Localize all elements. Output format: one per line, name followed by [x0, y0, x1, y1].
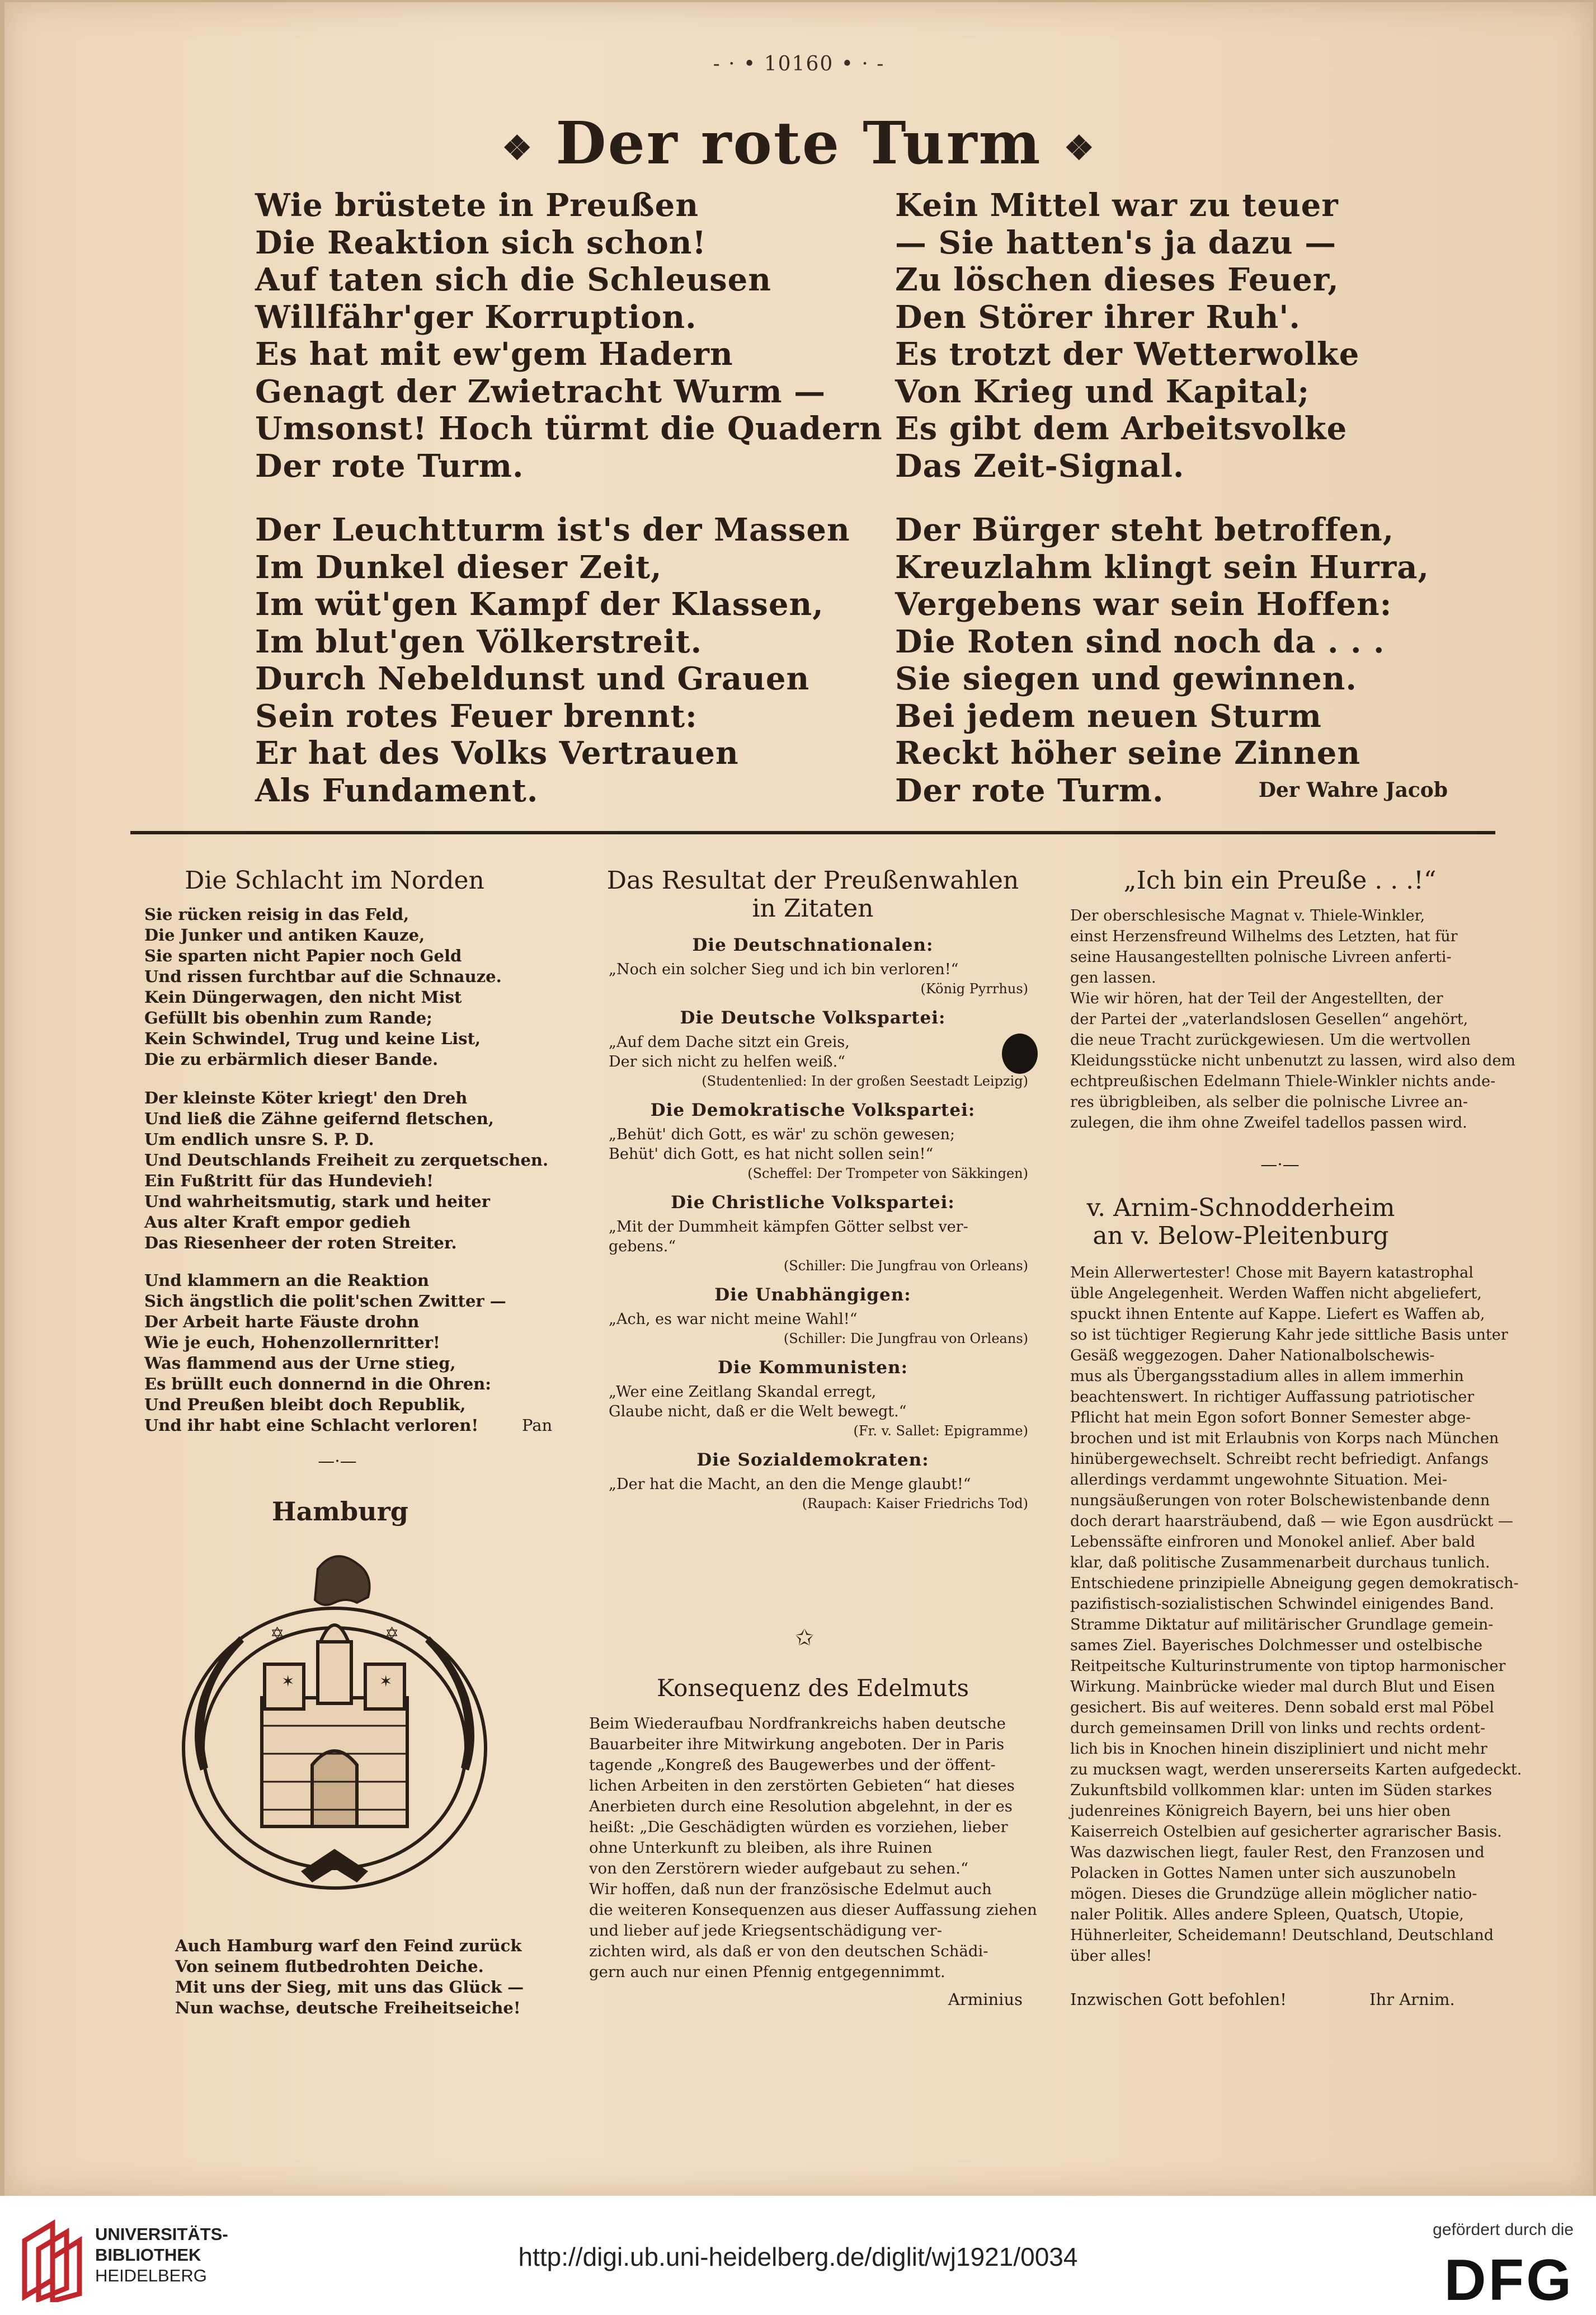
text-line: Der Bürger steht betroffen,	[895, 511, 1395, 548]
quote-section	[597, 1450, 1028, 1514]
text-line: Ein Fußtritt für das Hundevieh!	[144, 1171, 434, 1190]
text-line: Das Riesenheer der roten Streiter.	[144, 1233, 457, 1252]
text-line: Von Krieg und Kapital;	[895, 373, 1310, 410]
quote-source: (Schiller: Die Jungfrau von Orleans)	[783, 1331, 1028, 1346]
svg-text:✶: ✶	[379, 1672, 393, 1691]
quote-source: (Schiller: Die Jungfrau von Orleans)	[783, 1258, 1028, 1274]
text-line: Den Störer ihrer Ruh'.	[895, 298, 1301, 336]
text-line: sames Ziel. Bayerisches Dolchmesser und ostelbische	[1070, 1637, 1482, 1654]
quote-source: (Fr. v. Sallet: Epigramme)	[853, 1423, 1028, 1439]
text-line: res übrigbleiben, als selber die polnische Livree an-	[1070, 1093, 1468, 1111]
text-line: üble Angelegenheit. Werden Waffen nicht abgeliefert,	[1070, 1285, 1482, 1302]
text-line: Es gibt dem Arbeitsvolke	[895, 410, 1348, 447]
party-name: Die Christliche Volkspartei:	[671, 1192, 955, 1213]
text-line: Es brüllt euch donnernd in die Ohren:	[144, 1374, 491, 1393]
party-name: Die Sozialdemokraten:	[696, 1450, 929, 1470]
text-line: Beim Wiederaufbau Nordfrankreichs haben deutsche	[589, 1715, 1006, 1732]
text-line: — Sie hatten's ja dazu —	[895, 224, 1337, 261]
quote-line: gebens.“	[609, 1238, 676, 1255]
text-line: Kein Schwindel, Trug und keine List,	[144, 1029, 481, 1048]
text-line: Sein rotes Feuer brennt:	[255, 697, 698, 735]
text-line: Bei jedem neuen Sturm	[895, 697, 1322, 735]
text-line: Durch Nebeldunst und Grauen	[255, 660, 810, 697]
text-line: Hühnerleiter, Scheidemann! Deutschland, Deutschland	[1070, 1927, 1494, 1944]
party-name: Die Deutsche Volkspartei:	[680, 1008, 946, 1028]
text-line: lichen Arbeiten in den zerstörten Gebieten“ hat dieses	[589, 1777, 1015, 1795]
quote-section	[597, 1101, 1028, 1184]
quote-line: „Ach, es war nicht meine Wahl!“	[609, 1311, 858, 1328]
text-line: Was flammend aus der Urne stieg,	[144, 1354, 456, 1373]
library-line-1: UNIVERSITÄTS-	[95, 2224, 228, 2244]
text-line: zichten wird, als daß er von den deutschen Schädi-	[589, 1942, 988, 1960]
dfg-logo: DFG	[1444, 2248, 1574, 2313]
text-line: Und Deutschlands Freiheit zu zerquetschen.	[144, 1151, 549, 1170]
col1-heading: Die Schlacht im Norden	[185, 866, 484, 895]
text-line: Nun wachse, deutsche Freiheitseiche!	[175, 1998, 521, 2017]
poem-right-stanza-2	[895, 511, 1429, 809]
col1-stanza-3	[144, 1270, 569, 1436]
text-line: durch gemeinsamen Drill von links und rechts ordent-	[1070, 1720, 1486, 1737]
col3-heading: „Ich bin ein Preuße . . .!“	[1123, 866, 1437, 895]
text-line: Und ihr habt eine Schlacht verloren!	[144, 1416, 479, 1435]
text-line: Stramme Diktatur auf militärischer Grundlage gemein-	[1070, 1616, 1494, 1633]
page-number: - · • 10160 • · -	[713, 53, 885, 76]
hamburg-verse	[175, 1936, 567, 2018]
text-line: Wie brüstete in Preußen	[255, 187, 699, 224]
col1-author: Pan	[522, 1416, 553, 1435]
text-line: Kleidungsstücke nicht unbenutzt zu lassen, wird also dem	[1070, 1052, 1516, 1069]
text-line: pazifistisch-sozialistischen Schwindel einigendes Band.	[1070, 1595, 1494, 1613]
text-line: Und rissen furchtbar auf die Schnauze.	[144, 967, 502, 986]
text-line: Entschiedene prinzipielle Abneigung gegen demokratisch-	[1070, 1575, 1519, 1592]
text-line: Die Roten sind noch da . . .	[895, 623, 1385, 660]
text-line: an v. Below-Pleitenburg	[1093, 1222, 1389, 1250]
col3-body-1	[1070, 905, 1516, 1133]
text-line: Und wahrheitsmutig, stark und heiter	[144, 1192, 490, 1211]
poem-left-stanza-1	[255, 187, 883, 485]
star-icon: ✩	[795, 1625, 814, 1651]
text-line: judenreines Königreich Bayern, bei uns hier oben	[1070, 1802, 1451, 1820]
source-url-link[interactable]: http://digi.ub.uni-heidelberg.de/diglit/wj1921/0034	[518, 2242, 1078, 2271]
section-divider	[130, 831, 1495, 834]
text-line: v. Arnim-Schnodderheim	[1086, 1194, 1395, 1222]
party-name: Die Deutschnationalen:	[692, 935, 934, 955]
text-line: Sich ängstlich die polit'schen Zwitter —	[144, 1292, 506, 1311]
text-line: Polacken in Gottes Namen unter sich auszunobeln	[1070, 1865, 1456, 1882]
text-line: Im wüt'gen Kampf der Klassen,	[255, 586, 824, 623]
text-line: gern auch nur einen Pfennig entgegennimmt.	[589, 1963, 945, 1981]
text-line: Das Zeit-Signal.	[895, 447, 1185, 485]
quote-line: Behüt' dich Gott, es hat nicht sollen sein!“	[609, 1145, 934, 1163]
text-line: Auch Hamburg warf den Feind zurück	[175, 1936, 522, 1955]
quote-line: Der sich nicht zu helfen weiß.“	[609, 1053, 845, 1070]
quote-line: „Auf dem Dache sitzt ein Greis,	[609, 1034, 850, 1051]
col3-closing-right: Ihr Arnim.	[1369, 1990, 1455, 2009]
text-line: Mit uns der Sieg, mit uns das Glück —	[175, 1978, 524, 1997]
text-line: heißt: „Die Geschädigten würden es vorziehen, lieber	[589, 1818, 1008, 1836]
hamburg-heading: Hamburg	[272, 1496, 408, 1527]
text-line: Es hat mit ew'gem Hadern	[255, 336, 733, 373]
col2-heading	[581, 867, 1045, 923]
text-line: brochen und ist mit Erlaubnis von Korps nach München	[1070, 1430, 1499, 1447]
text-line: die neue Tracht zurückgewiesen. Um die wertvollen	[1070, 1031, 1471, 1049]
text-line: Reitpeitsche Kulturinstrumente von tiptop harmonischer	[1070, 1657, 1506, 1675]
text-line: Aus alter Kraft empor gedieh	[144, 1213, 411, 1232]
text-line: Was dazwischen liegt, fauler Rest, den Franzosen und	[1070, 1844, 1485, 1861]
text-line: Er hat des Volks Vertrauen	[255, 735, 739, 772]
text-line: allerdings verdammt ungewohnte Situation. Mei-	[1070, 1471, 1448, 1488]
ornament-left-icon: ❖	[502, 128, 534, 168]
text-line: Wie wir hören, hat der Teil der Angestellten, der	[1070, 990, 1443, 1007]
text-line: mögen. Dieses die Grundzüge allein möglicher natio-	[1070, 1885, 1477, 1903]
text-line: Die Junker und antiken Kauze,	[144, 926, 425, 945]
text-line: Es trotzt der Wetterwolke	[895, 336, 1360, 373]
text-line: Und Preußen bleibt doch Republik,	[144, 1395, 466, 1414]
quote-source: (Studentenlied: In der großen Seestadt Leipzig)	[702, 1073, 1028, 1089]
text-line: Wirkung. Mainbrücke wieder mal durch Blut und Eisen	[1070, 1678, 1495, 1696]
text-line: zulegen, die ihm ohne Zweifel tadellos passen wird.	[1070, 1114, 1467, 1131]
text-line: Mein Allerwertester! Chose mit Bayern katastrophal	[1070, 1264, 1473, 1281]
svg-text:✡: ✡	[270, 1624, 285, 1643]
svg-text:✡: ✡	[385, 1624, 399, 1643]
text-line: Zu löschen dieses Feuer,	[895, 261, 1339, 298]
text-line: gen lassen.	[1070, 969, 1156, 987]
text-line: Gesäß weggezogen. Daher Nationalbolschewis-	[1070, 1347, 1435, 1364]
quote-source: (Scheffel: Der Trompeter von Säkkingen)	[747, 1166, 1028, 1181]
text-line: Sie sparten nicht Papier noch Geld	[144, 946, 462, 965]
text-line: Der rote Turm.	[895, 772, 1164, 809]
text-line: doch derart haarsträubend, daß — wie Egon ausdrückt —	[1070, 1513, 1513, 1530]
footer-bar	[0, 2196, 1596, 2315]
text-line: Anerbieten durch eine Resolution abgelehnt, in der es	[589, 1797, 1013, 1815]
col1-stanza-1	[144, 904, 569, 1070]
text-line: Kreuzlahm klingt sein Hurra,	[895, 548, 1429, 586]
quote-section	[597, 1193, 1028, 1276]
party-name: Die Kommunisten:	[717, 1358, 908, 1378]
text-line: Gefüllt bis obenhin zum Rande;	[144, 1008, 432, 1027]
text-line: Wie je euch, Hohenzollernritter!	[144, 1333, 440, 1352]
col2-body-2	[589, 1713, 1037, 1983]
col2-sections	[597, 936, 1028, 1523]
quote-line: „Wer eine Zeitlang Skandal erregt,	[609, 1383, 877, 1401]
text-line: Kaiserreich Ostelbien auf gesicherter agrarischer Basis.	[1070, 1823, 1502, 1840]
text-line: Willfähr'ger Korruption.	[255, 298, 697, 336]
svg-text:✶: ✶	[281, 1672, 295, 1691]
col3-body-2	[1070, 1262, 1522, 1966]
text-line: und lieber auf jede Kriegsentschädigung ver-	[589, 1922, 942, 1940]
ornament-right-icon: ❖	[1063, 128, 1096, 168]
text-line: Sie siegen und gewinnen.	[895, 660, 1357, 697]
ink-blot	[1002, 1034, 1038, 1074]
text-line: Die zu erbärmlich dieser Bande.	[144, 1050, 439, 1069]
poem-signature: Der Wahre Jacob	[1258, 778, 1448, 802]
text-line: beachtenswert. In richtiger Auffassung patriotischer	[1070, 1388, 1475, 1406]
text-line: Und ließ die Zähne geifernd fletschen,	[144, 1109, 494, 1128]
title-text: Der rote Turm	[555, 109, 1042, 177]
text-line: Im blut'gen Völkerstreit.	[255, 623, 703, 660]
text-line: Wir hoffen, daß nun der französische Edelmut auch	[589, 1880, 992, 1898]
text-line: so ist tüchtiger Regierung Kahr jede sittliche Basis unter	[1070, 1326, 1508, 1344]
col1-stanza-2	[144, 1088, 569, 1253]
text-line: Der kleinste Köter kriegt' den Dreh	[144, 1088, 468, 1107]
quote-section	[597, 936, 1028, 999]
text-line: spuckt ihnen Entente auf Kappe. Liefert es Waffen ab,	[1070, 1306, 1485, 1323]
text-line: tagende „Kongreß des Baugewerbes und der öffent-	[589, 1756, 996, 1774]
text-line: Genagt der Zwietracht Wurm —	[255, 373, 826, 410]
quote-line: „Mit der Dummheit kämpfen Götter selbst ver-	[609, 1218, 968, 1236]
text-line: die weiteren Konsequenzen aus dieser Auffassung ziehen	[589, 1901, 1037, 1919]
text-line: zu mucksen wagt, werden unsererseits Karten aufgedeckt.	[1070, 1761, 1522, 1778]
col1-ornament: —·—	[318, 1452, 357, 1471]
text-line: nungsäußerungen von roter Bolschewistenbande denn	[1070, 1492, 1490, 1509]
text-line: Um endlich unsre S. P. D.	[144, 1130, 374, 1149]
text-line: echtpreußischen Edelmann Thiele-Winkler nichts ande-	[1070, 1073, 1496, 1090]
text-line: in Zitaten	[752, 894, 874, 923]
quote-section	[597, 1358, 1028, 1441]
text-line: Kein Mittel war zu teuer	[895, 187, 1339, 224]
text-line: einst Herzensfreund Wilhelms des Letzten, hat für	[1070, 928, 1458, 945]
library-line-3: HEIDELBERG	[95, 2266, 207, 2285]
quote-source: (Raupach: Kaiser Friedrichs Tod)	[802, 1496, 1028, 1511]
text-line: Reckt höher seine Zinnen	[895, 735, 1361, 772]
quote-section	[597, 1008, 1028, 1091]
text-line: Das Resultat der Preußenwahlen	[606, 866, 1019, 895]
text-line: Pflicht hat mein Egon sofort Bonner Semester abge-	[1070, 1409, 1471, 1426]
quote-line: Glaube nicht, daß er die Welt bewegt.“	[609, 1403, 907, 1420]
text-line: hinübergewechselt. Schreibt recht befriedigt. Anfangs	[1070, 1450, 1489, 1468]
text-line: Kein Düngerwagen, den nicht Mist	[144, 988, 462, 1007]
text-line: Der rote Turm.	[255, 447, 524, 485]
text-line: Als Fundament.	[255, 772, 539, 809]
poem-right-stanza-1	[895, 187, 1359, 485]
hamburg-coat-of-arms-icon	[161, 1535, 508, 1916]
text-line: klar, daß politische Zusammenarbeit durchaus tunlich.	[1070, 1554, 1490, 1571]
text-line: mus als Übergangsstadium alles in allem immerhin	[1070, 1368, 1464, 1385]
text-line: Umsonst! Hoch türmt die Quadern	[255, 410, 883, 447]
text-line: Der Arbeit harte Fäuste drohn	[144, 1312, 420, 1331]
quote-line: „Behüt' dich Gott, es wär' zu schön gewesen;	[609, 1126, 955, 1143]
col3-ornament: —·—	[1260, 1155, 1300, 1175]
text-line: Von seinem flutbedrohten Deiche.	[175, 1957, 484, 1976]
text-line: Der oberschlesische Magnat v. Thiele-Winkler,	[1070, 907, 1425, 924]
quote-line: „Noch ein solcher Sieg und ich bin verloren!“	[609, 961, 959, 978]
col3-heading-2	[1051, 1194, 1431, 1250]
text-line: über alles!	[1070, 1947, 1152, 1965]
text-line: seine Hausangestellten polnische Livreen anferti-	[1070, 948, 1452, 966]
library-line-2: BIBLIOTHEK	[95, 2245, 201, 2265]
col2-author-2: Arminius	[948, 1990, 1023, 2009]
text-line: gesichert. Bis auf weiteres. Denn sobald erst mal Pöbel	[1070, 1699, 1494, 1716]
text-line: Der Leuchtturm ist's der Massen	[255, 511, 850, 548]
text-line: Zukunftsbild vollkommen klar: unten im Süden starkes	[1070, 1782, 1493, 1799]
text-line: der Partei der „vaterlandslosen Gesellen“ angehört,	[1070, 1011, 1468, 1028]
quote-line: „Der hat die Macht, an den die Menge glaubt!“	[609, 1476, 971, 1493]
text-line: Bauarbeiter ihre Mitwirkung angeboten. Der in Paris	[589, 1735, 1005, 1753]
text-line: ohne Unterkunft zu bleiben, als ihre Ruinen	[589, 1839, 933, 1857]
text-line: Im Dunkel dieser Zeit,	[255, 548, 662, 586]
col2-heading-2: Konsequenz des Edelmuts	[656, 1674, 969, 1702]
quote-source: (König Pyrrhus)	[920, 981, 1028, 997]
text-line: Die Reaktion sich schon!	[255, 224, 707, 261]
text-line: Sie rücken reisig in das Feld,	[144, 905, 409, 924]
party-name: Die Unabhängigen:	[714, 1285, 911, 1305]
poem-left-stanza-2	[255, 511, 850, 809]
text-line: naler Politik. Alles andere Spleen, Quatsch, Utopie,	[1070, 1906, 1464, 1923]
quote-section	[597, 1285, 1028, 1349]
text-line: Und klammern an die Reaktion	[144, 1271, 430, 1290]
page-title	[4, 109, 1593, 177]
party-name: Die Demokratische Volkspartei:	[650, 1100, 976, 1120]
text-line: Lebenssäfte einfroren und Monokel anlief. Aber bald	[1070, 1533, 1476, 1551]
newspaper-page	[4, 2, 1593, 2196]
funded-by-label: gefördert durch die	[1433, 2220, 1574, 2239]
text-line: Vergebens war sein Hoffen:	[895, 586, 1392, 623]
col3-closing-left: Inzwischen Gott befohlen!	[1070, 1990, 1287, 2009]
text-line: von den Zerstörern wieder aufgebaut zu sehen.“	[589, 1859, 969, 1877]
text-line: lich bis in Knochen hinein diszipliniert und nicht mehr	[1070, 1740, 1487, 1758]
text-line: Auf taten sich die Schleusen	[255, 261, 772, 298]
